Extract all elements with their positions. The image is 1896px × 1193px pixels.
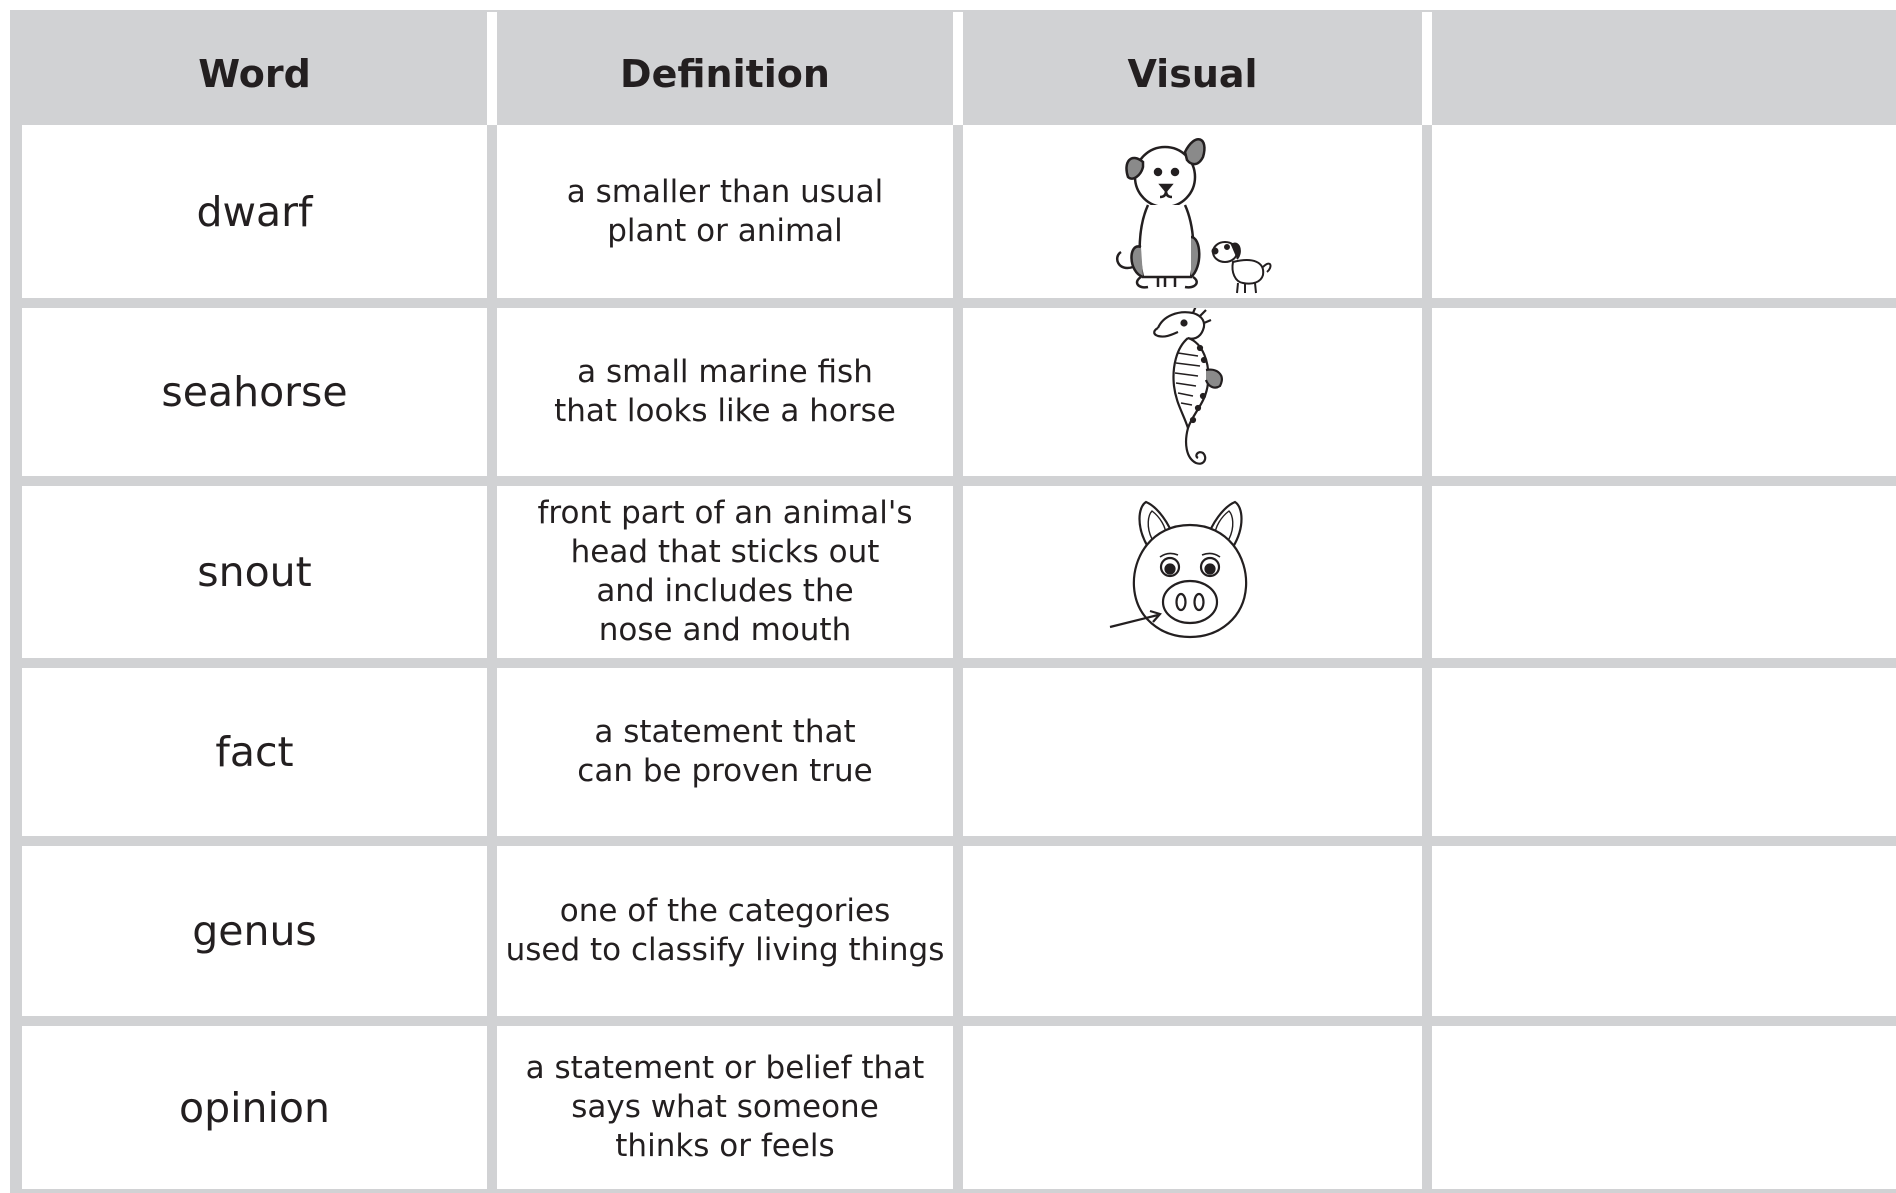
visual-cell (963, 125, 1422, 298)
extra-cell (1432, 846, 1896, 1016)
visual-cell (963, 1026, 1422, 1189)
definition-cell: a statement or belief that says what someone thinks or feels (497, 1026, 953, 1189)
extra-cell (1432, 1026, 1896, 1189)
word-cell: opinion (22, 1026, 487, 1189)
definition-cell: front part of an animal's head that sticks out and includes the nose and mouth (497, 486, 953, 658)
word-cell: dwarf (22, 125, 487, 298)
word-cell: seahorse (22, 308, 487, 476)
visual-cell (963, 668, 1422, 836)
extra-cell (1432, 668, 1896, 836)
word-cell: snout (22, 486, 487, 658)
extra-cell (1432, 125, 1896, 298)
extra-cell (1432, 308, 1896, 476)
word-cell: fact (22, 668, 487, 836)
header-extra (1432, 22, 1896, 125)
pig-face-icon (1108, 497, 1278, 647)
dog-and-small-dog-icon (1103, 127, 1283, 297)
visual-cell (963, 846, 1422, 1016)
seahorse-icon (1148, 308, 1238, 476)
definition-cell: a smaller than usual plant or animal (497, 125, 953, 298)
definition-cell: one of the categories used to classify living things (497, 846, 953, 1016)
header-word: Word (22, 22, 487, 125)
definition-cell: a small marine fish that looks like a horse (497, 308, 953, 476)
column-divider (1422, 12, 1432, 125)
column-divider (487, 12, 497, 125)
visual-cell (963, 308, 1422, 476)
header-visual: Visual (963, 22, 1422, 125)
header-definition: Definition (497, 22, 953, 125)
definition-cell: a statement that can be proven true (497, 668, 953, 836)
word-cell: genus (22, 846, 487, 1016)
column-divider (953, 12, 963, 125)
visual-cell (963, 486, 1422, 658)
extra-cell (1432, 486, 1896, 658)
